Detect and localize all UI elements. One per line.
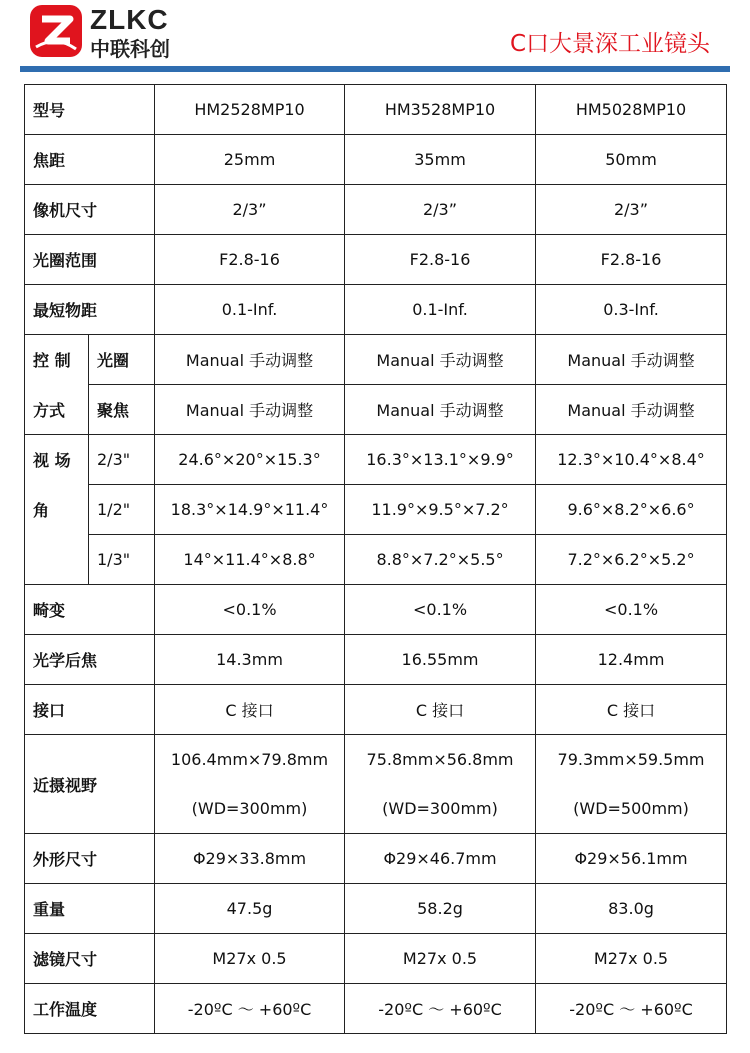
table-row [25, 984, 727, 1034]
row-label: 焦距 [25, 135, 155, 185]
spec-table [24, 84, 727, 1034]
value-cell: 12.4mm [536, 635, 727, 685]
fov-label-bottom: 角 [25, 485, 89, 535]
value-cell: 12.3°×10.4°×8.4° [536, 435, 727, 485]
close-fov-wd: (WD=300mm) [191, 799, 308, 818]
close-fov-size: 79.3mm×59.5mm [557, 750, 705, 769]
control-label-top: 控 制 [25, 335, 89, 385]
value-cell: 7.2°×6.2°×5.2° [536, 535, 727, 585]
table-row [25, 185, 727, 235]
value-cell: <0.1% [345, 585, 536, 635]
row-label: 光学后焦 [25, 635, 155, 685]
row-label: 畸变 [25, 585, 155, 635]
table-row [25, 285, 727, 335]
close-fov-wd: (WD=300mm) [382, 799, 498, 818]
zlkc-logo-icon [30, 5, 82, 57]
value-cell: -20ºC ～ +60ºC [155, 984, 345, 1034]
value-cell: 47.5g [155, 884, 345, 934]
value-cell: 35mm [345, 135, 536, 185]
value-cell: 0.1-Inf. [345, 285, 536, 335]
value-cell: M27x 0.5 [155, 934, 345, 984]
value-cell [536, 735, 727, 834]
value-cell: 25mm [155, 135, 345, 185]
table-row [25, 135, 727, 185]
value-cell: 2/3” [155, 185, 345, 235]
value-cell: F2.8-16 [536, 235, 727, 285]
fov-label-blank [25, 535, 89, 585]
value-cell: 16.55mm [345, 635, 536, 685]
table-row [25, 435, 727, 485]
table-row [25, 385, 727, 435]
table-row [25, 235, 727, 285]
value-cell: 18.3°×14.9°×11.4° [155, 485, 345, 535]
close-fov-size: 106.4mm×79.8mm [170, 750, 329, 769]
row-label: 像机尺寸 [25, 185, 155, 235]
value-cell: Manual 手动调整 [536, 335, 727, 385]
value-cell: Manual 手动调整 [345, 385, 536, 435]
value-cell: 83.0g [536, 884, 727, 934]
model-cell: HM2528MP10 [155, 85, 345, 135]
row-label: 工作温度 [25, 984, 155, 1034]
value-cell: 2/3” [536, 185, 727, 235]
value-cell: C 接口 [155, 685, 345, 735]
close-fov-size: 75.8mm×56.8mm [366, 750, 514, 769]
value-cell: -20ºC ～ +60ºC [345, 984, 536, 1034]
value-cell: 24.6°×20°×15.3° [155, 435, 345, 485]
table-row [25, 735, 727, 834]
value-cell: Φ29×46.7mm [345, 834, 536, 884]
value-cell: C 接口 [536, 685, 727, 735]
value-cell [345, 735, 536, 834]
value-cell [155, 735, 345, 834]
table-row [25, 884, 727, 934]
table-row [25, 485, 727, 535]
value-cell: Φ29×56.1mm [536, 834, 727, 884]
value-cell: 8.8°×7.2°×5.5° [345, 535, 536, 585]
value-cell: <0.1% [155, 585, 345, 635]
sub-label: 聚焦 [89, 385, 155, 435]
value-cell: 0.1-Inf. [155, 285, 345, 335]
sub-label: 1/2" [89, 485, 155, 535]
value-cell: 9.6°×8.2°×6.6° [536, 485, 727, 535]
value-cell: 16.3°×13.1°×9.9° [345, 435, 536, 485]
row-label: 滤镜尺寸 [25, 934, 155, 984]
value-cell: -20ºC ～ +60ºC [536, 984, 727, 1034]
model-cell: HM3528MP10 [345, 85, 536, 135]
close-fov-wd: (WD=500mm) [573, 799, 689, 818]
value-cell: M27x 0.5 [536, 934, 727, 984]
value-cell: Manual 手动调整 [536, 385, 727, 435]
table-row [25, 535, 727, 585]
document-title: C口大景深工业镜头 [509, 31, 710, 57]
table-row [25, 834, 727, 884]
value-cell: Manual 手动调整 [345, 335, 536, 385]
brand-name-en: ZLKC [90, 4, 169, 35]
row-label: 外形尺寸 [25, 834, 155, 884]
value-cell: 58.2g [345, 884, 536, 934]
table-row [25, 335, 727, 385]
value-cell: Manual 手动调整 [155, 335, 345, 385]
value-cell: Φ29×33.8mm [155, 834, 345, 884]
row-label: 型号 [25, 85, 155, 135]
table-row [25, 85, 727, 135]
value-cell: 50mm [536, 135, 727, 185]
table-row [25, 934, 727, 984]
table-row [25, 635, 727, 685]
control-label-bottom: 方式 [25, 385, 89, 435]
value-cell: 14.3mm [155, 635, 345, 685]
value-cell: M27x 0.5 [345, 934, 536, 984]
brand-name-cn: 中联科创 [90, 37, 170, 61]
row-label: 近摄视野 [25, 735, 155, 834]
sub-label: 2/3" [89, 435, 155, 485]
value-cell: C 接口 [345, 685, 536, 735]
header-divider [20, 66, 730, 72]
row-label: 光圈范围 [25, 235, 155, 285]
value-cell: 14°×11.4°×8.8° [155, 535, 345, 585]
value-cell: 2/3” [345, 185, 536, 235]
sub-label: 1/3" [89, 535, 155, 585]
model-cell: HM5028MP10 [536, 85, 727, 135]
table-row [25, 685, 727, 735]
value-cell: 0.3-Inf. [536, 285, 727, 335]
value-cell: Manual 手动调整 [155, 385, 345, 435]
page-header [0, 0, 750, 72]
row-label: 接口 [25, 685, 155, 735]
fov-label-top: 视 场 [25, 435, 89, 485]
value-cell: <0.1% [536, 585, 727, 635]
row-label: 最短物距 [25, 285, 155, 335]
value-cell: 11.9°×9.5°×7.2° [345, 485, 536, 535]
row-label: 重量 [25, 884, 155, 934]
table-row [25, 585, 727, 635]
sub-label: 光圈 [89, 335, 155, 385]
value-cell: F2.8-16 [345, 235, 536, 285]
value-cell: F2.8-16 [155, 235, 345, 285]
